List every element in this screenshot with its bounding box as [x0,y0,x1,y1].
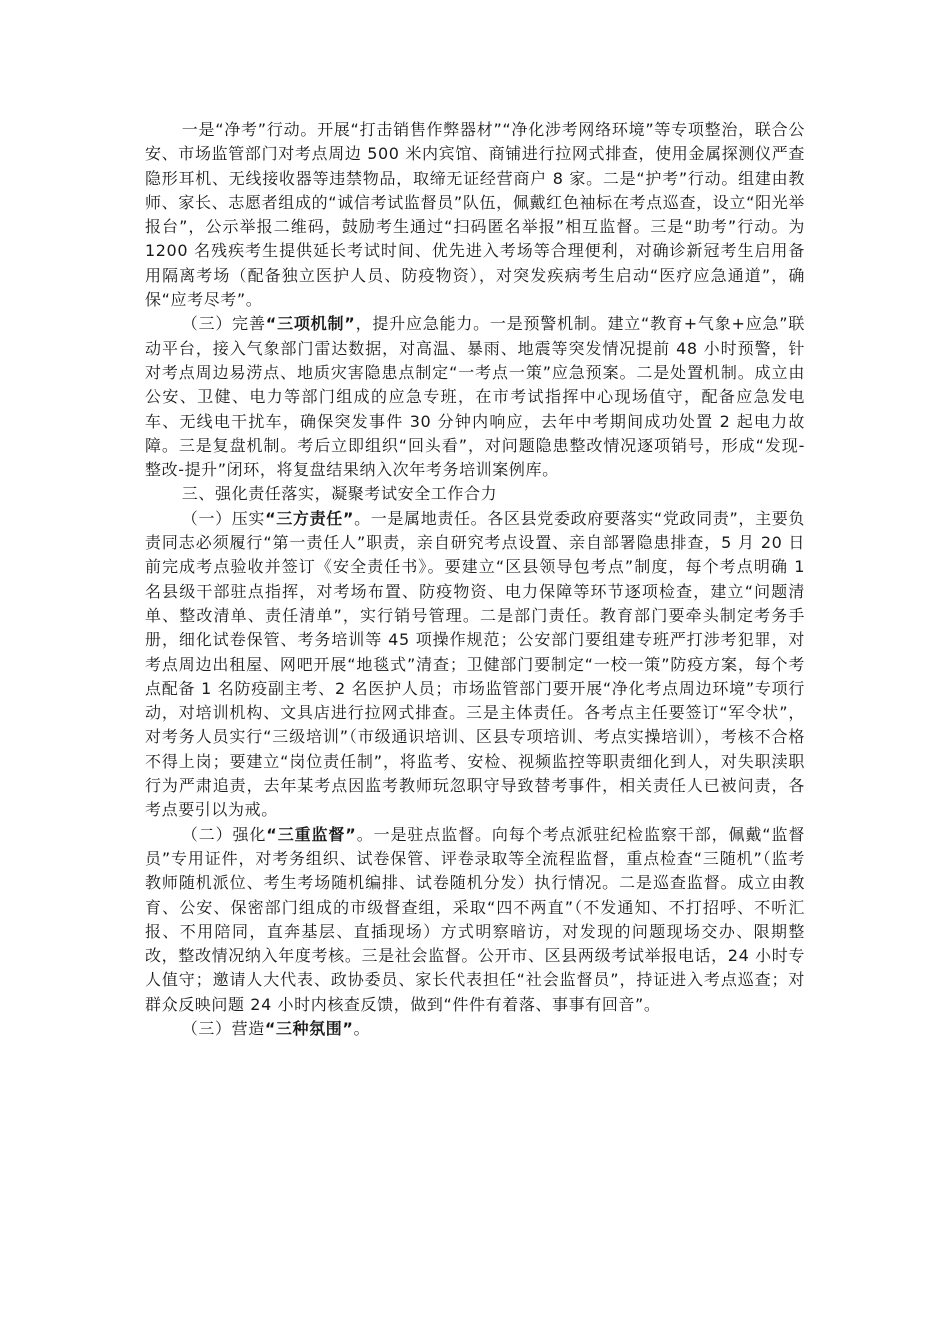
paragraph-text: 一是“净考”行动。开展“打击销售作弊器材”“净化涉考网络环境”等专项整治，联合公安、市场监管部门对考点周边 500 米内宾馆、商铺进行拉网式排查，使用金属探测仪严查隐形耳机、无线接收器等违禁物品，取缔无证经营商户 8 家。二是“护考”行动。组建由教师、家长、志愿者组成的“诚信考试监督员”队伍，佩戴红色袖标在考点巡查，设立“阳光举报台”，公示举报二维码，鼓励考生通过“扫码匿名举报”相互监督。三是“助考”行动。为 1200 名残疾考生提供延长考试时间、优先进入考场等合理便利，对确诊新冠考生启用备用隔离考场（配备独立医护人员、防疫物资），对突发疾病考生启动“医疗应急通道”，确保“应考尽考”。 [145,120,805,310]
paragraph-bold-term: “三方责任” [265,508,355,528]
document-body [145,118,805,1041]
paragraph-bold-term: “三重监督” [266,824,357,844]
paragraph-text: 。 [353,1018,371,1038]
paragraph-lead: （三）营造 [181,1018,265,1038]
paragraph-three-atmospheres [145,1017,805,1041]
paragraph-three-supervisions [145,823,805,1017]
paragraph-lead: （二）强化 [181,824,267,844]
paragraph-text: 。一是属地责任。各区县党委政府要落实“党政同责”，主要负责同志必须履行“第一责任人”职责，亲自研究考点设置、亲自部署隐患排查，5 月 20 日前完成考点验收并签订《安全责任书》。要建立“区县领导包考点”制度，每个考点明确 1 名县级干部驻点指挥，对考场布置、防疫物资、电力保障等环节逐项检查，建立“问题清单、整改清单、责任清单”，实行销号管理。二是部门责任。教育部门要牵头制定考务手册，细化试卷保管、考务培训等 45 项操作规范；公安部门要组建专班严打涉考犯罪，对考点周边出租屋、网吧开展“地毯式”清查；卫健部门要制定“一校一策”防疫方案，每个考点配备 1 名防疫副主考、2 名医护人员；市场监管部门要开展“净化考点周边环境”专项行动，对培训机构、文具店进行拉网式排查。三是主体责任。各考点主任要签订“军令状”，对考务人员实行“三级培训”（市级通识培训、区县专项培训、考点实操培训），考核不合格不得上岗；要建立“岗位责任制”，将监考、安检、视频监控等职责细化到人，对失职渎职行为严肃追责，去年某考点因监考教师玩忽职守导致替考事件，相关责任人已被问责，各考点要引以为戒。 [145,508,805,820]
paragraph-bold-term: “三种氛围” [264,1018,354,1038]
paragraph-lead: （三）完善 [181,314,266,334]
section-heading [145,482,805,506]
paragraph-text: ，提升应急能力。一是预警机制。建立“教育+气象+应急”联动平台，接入气象部门雷达数据，对高温、暴雨、地震等突发情况提前 48 小时预警，针对考点周边易涝点、地质灾害隐患点制定“一考点一策”应急预案。二是处置机制。成立由公安、卫健、电力等部门组成的应急专班，在市考试指挥中心现场值守，配备应急发电车、无线电干扰车，确保突发事件 30 分钟内响应，去年中考期间成功处置 2 起电力故障。三是复盘机制。考后立即组织“回头看”，对问题隐患整改情况逐项销号，形成“发现-整改-提升”闭环，将复盘结果纳入次年考务培训案例库。 [145,314,805,480]
paragraph-three-responsibilities [145,507,805,823]
paragraph-bold-term: “三项机制” [265,314,356,334]
paragraph-text: 。一是驻点监督。向每个考点派驻纪检监察干部，佩戴“监督员”专用证件，对考务组织、试卷保管、评卷录取等全流程监督，重点检查“三随机”（监考教师随机派位、考生考场随机编排、试卷随机分发）执行情况。二是巡查监督。成立由教育、公安、保密部门组成的市级督查组，采取“四不两直”（不发通知、不打招呼、不听汇报、不用陪同，直奔基层、直插现场）方式明察暗访，对发现的问题现场交办、限期整改，整改情况纳入年度考核。三是社会监督。公开市、区县两级考试举报电话，24 小时专人值守；邀请人大代表、政协委员、家长代表担任“社会监督员”，持证进入考点巡查；对群众反映问题 24 小时内核查反馈，做到“件件有着落、事事有回音”。 [145,824,805,1014]
paragraph-three-mechanisms [145,312,805,482]
paragraph-exam-actions [145,118,805,312]
section-heading-text: 三、强化责任落实，凝聚考试安全工作合力 [181,484,498,504]
paragraph-lead: （一）压实 [181,508,266,528]
